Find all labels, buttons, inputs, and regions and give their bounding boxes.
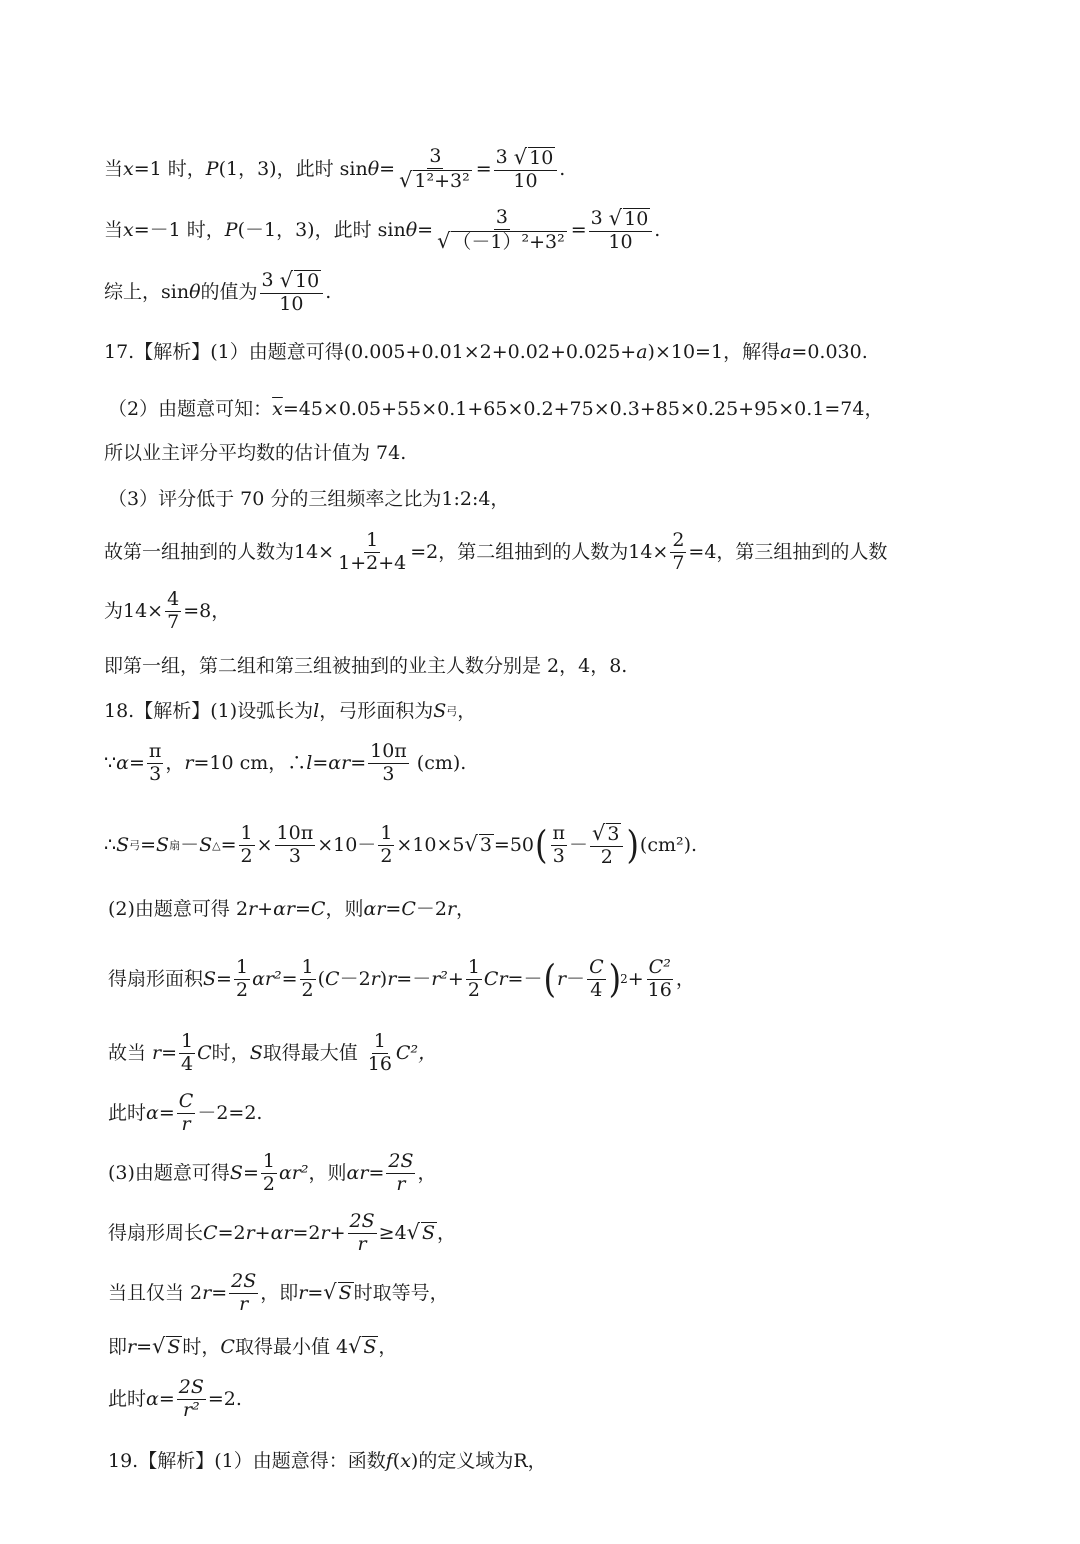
fraction-numerator: C — [178, 1090, 194, 1112]
fraction — [275, 824, 316, 867]
fraction-numerator: 3 — [429, 145, 442, 167]
text-span: . — [559, 158, 566, 181]
fraction-numerator: π — [148, 740, 162, 762]
fraction-numerator: 3 — [495, 206, 508, 228]
fraction-numerator: √ 3 — [590, 823, 623, 847]
text-span: =10 cm，∴ — [193, 752, 307, 775]
math-var: r — [320, 1222, 330, 1245]
fraction-denominator: r — [396, 1172, 406, 1195]
text-span: (cm). — [416, 752, 467, 775]
math-var: r — [298, 1282, 308, 1305]
text-span: 此时 — [108, 1102, 147, 1125]
text-span: + — [447, 968, 464, 991]
math-var: r — [387, 968, 397, 991]
text-span: ∴ — [104, 834, 117, 857]
math-var: l — [306, 752, 313, 775]
fraction-numerator: 2S — [178, 1376, 204, 1398]
text-span: ， — [457, 700, 477, 722]
text-span: （3）评分低于 70 分的三组频率之比为 — [108, 488, 442, 510]
fraction-denominator: 3 — [288, 844, 301, 867]
text-span: =2. — [207, 1388, 242, 1411]
text-span: + — [257, 898, 274, 920]
text-line — [108, 1212, 1080, 1255]
text-span: = — [368, 1162, 385, 1185]
text-line — [108, 1450, 1080, 1473]
fraction-denominator — [435, 230, 569, 253]
text-span: －2 — [415, 898, 447, 920]
text-line — [108, 1032, 1080, 1075]
math-var: S — [203, 968, 217, 991]
text-line — [104, 655, 1080, 678]
text-span: =2 — [292, 1222, 321, 1245]
math-var: S — [229, 1162, 243, 1185]
sqrt: √ （－1）²+3² — [437, 228, 565, 253]
text-span: （2）由题意可知： — [108, 398, 273, 420]
text-span: 故当 — [108, 1042, 147, 1065]
text-span: ， — [437, 1222, 457, 1245]
fraction-numerator: 1 — [262, 1150, 275, 1172]
text-line — [104, 742, 1080, 785]
text-span: = — [294, 898, 311, 920]
math-var: S — [433, 700, 447, 722]
fraction — [551, 824, 568, 867]
text-span: = — [570, 219, 587, 242]
math-var: θ — [367, 158, 380, 181]
fraction-denominator: 10 — [608, 230, 633, 253]
math-var: r² — [431, 968, 448, 991]
sqrt: √ S — [152, 1334, 181, 1359]
math-var: C — [401, 898, 416, 920]
math-var: αr — [363, 898, 386, 920]
text-span: =8， — [183, 600, 231, 623]
fraction — [466, 958, 482, 1001]
fraction — [386, 1152, 415, 1195]
text-span: － — [180, 834, 200, 857]
text-span: =0.030. — [791, 341, 868, 363]
text-line — [104, 531, 1080, 574]
math-var: r — [245, 1222, 255, 1245]
fraction-numerator: 1 — [235, 956, 249, 978]
fraction — [378, 824, 394, 867]
text-line — [108, 958, 1080, 1001]
fraction-numerator: 1 — [181, 1030, 194, 1052]
math-var: θ — [405, 219, 418, 242]
fraction-denominator: 16 — [647, 978, 672, 1001]
big-bracket: ) — [608, 956, 622, 1003]
text-line — [104, 700, 1080, 723]
math-var: C — [203, 1222, 218, 1245]
fraction — [494, 147, 558, 192]
math-var: S — [199, 834, 213, 857]
math-var: r — [248, 898, 258, 920]
fraction-denominator: 10 — [279, 292, 304, 315]
math-var: Cr — [483, 968, 508, 991]
text-span: × — [256, 834, 273, 857]
fraction — [177, 1092, 196, 1135]
fraction — [397, 147, 474, 192]
text-span: )的定义域为R， — [410, 1450, 547, 1472]
fraction — [229, 1272, 258, 1315]
text-line — [104, 442, 1080, 465]
fraction — [435, 208, 569, 253]
fraction-numerator: π — [552, 822, 566, 844]
text-span: (3)由题意可得 — [108, 1162, 230, 1185]
text-span: 为14× — [104, 600, 164, 623]
math-var: a — [636, 341, 648, 363]
text-span: = — [158, 1102, 175, 1125]
math-var: $\overline{x}$ — [272, 398, 283, 420]
math-var: x — [123, 158, 134, 181]
text-span: 时， — [182, 1336, 221, 1358]
text-span: =2，第二组抽到的人数为14× — [410, 541, 669, 564]
math-var: r — [152, 1042, 162, 1065]
text-line — [104, 208, 1080, 253]
math-var: αr — [346, 1162, 369, 1185]
text-span: =－ — [507, 968, 543, 991]
fraction — [261, 1152, 277, 1195]
text-span: 18.【解析】(1)设弧长为 — [104, 700, 314, 722]
fraction — [260, 270, 324, 315]
fraction-denominator: 2 — [240, 844, 253, 867]
text-span: = — [417, 219, 434, 242]
text-span: )×10=1，解得 — [647, 341, 781, 363]
fraction-denominator: r² — [182, 1398, 200, 1421]
fraction-denominator: 2 — [262, 1172, 275, 1195]
text-span: ， — [675, 968, 695, 991]
text-span: = — [475, 158, 492, 181]
fraction-numerator: 3 √ 10 — [260, 270, 324, 294]
fraction-numerator: 3 √ 10 — [494, 147, 558, 171]
fraction-denominator: 7 — [672, 551, 685, 574]
text-span: = — [281, 968, 298, 991]
sqrt: √ 1²+3² — [399, 167, 470, 192]
text-span: =4，第三组抽到的人数 — [688, 541, 888, 564]
text-span: 当且仅当 2 — [108, 1282, 203, 1305]
fraction-denominator — [397, 169, 474, 192]
sqrt-content: （－1）²+3² — [452, 230, 565, 253]
math-var: P — [205, 158, 219, 181]
big-bracket: ( — [535, 822, 548, 869]
fraction — [177, 1378, 206, 1421]
math-var: C — [310, 898, 326, 920]
subscript: △ — [212, 838, 221, 852]
fraction — [239, 824, 255, 867]
text-span: 此时 — [108, 1388, 147, 1411]
math-var: S — [249, 1042, 263, 1065]
fraction-numerator: 4 — [167, 588, 180, 610]
text-span: . — [654, 219, 661, 242]
fraction-numerator: 10π — [276, 822, 314, 844]
text-line — [104, 823, 1080, 868]
fraction-denominator: 2 — [380, 844, 393, 867]
text-span: 得扇形面积 — [108, 968, 204, 991]
text-span: ×10－ — [317, 834, 377, 857]
fraction-numerator: 1 — [380, 822, 393, 844]
text-span: 得扇形周长 — [108, 1222, 204, 1245]
fraction-denominator: 2 — [301, 978, 314, 1001]
text-span: －2=2. — [197, 1102, 263, 1125]
text-span: ， — [378, 1336, 398, 1358]
fraction-denominator: 2 — [235, 978, 249, 1001]
text-span: = — [136, 1336, 153, 1358]
text-span: (0.005+0.01×2+0.02+0.025+ — [343, 341, 637, 363]
big-bracket: ) — [626, 822, 639, 869]
text-span: = — [158, 1388, 175, 1411]
fraction-numerator: C² — [648, 956, 671, 978]
fraction-denominator: r — [181, 1112, 191, 1135]
math-var: αr² — [252, 968, 282, 991]
text-span: (－1，3)，此时 sin — [237, 219, 406, 242]
text-span: ∵ — [104, 752, 117, 775]
math-var: P — [224, 219, 238, 242]
fraction — [590, 823, 623, 868]
text-span: =1 时， — [133, 158, 206, 181]
fraction — [587, 958, 606, 1001]
fraction-denominator: 2 — [467, 978, 480, 1001]
fraction-denominator: 3 — [149, 762, 162, 785]
text-span: － — [566, 968, 586, 991]
text-line — [104, 270, 1080, 315]
text-span: + — [627, 968, 644, 991]
sqrt: √ 10 — [279, 268, 320, 292]
text-span: =2 — [217, 1222, 246, 1245]
text-span: －2 — [339, 968, 371, 991]
fraction-denominator: 1+2+4 — [338, 551, 407, 574]
text-span: 19.【解析】(1）由题意得：函数 — [108, 1450, 386, 1472]
text-span: =－ — [396, 968, 432, 991]
text-span: 的值为 — [200, 281, 258, 304]
math-var: αr² — [278, 1162, 309, 1185]
text-span: ( — [317, 968, 326, 991]
math-var: αr — [273, 898, 295, 920]
text-span: = — [216, 968, 232, 991]
math-var: x — [123, 219, 134, 242]
math-var: r — [446, 898, 457, 920]
math-var: C — [220, 1336, 235, 1358]
text-span: . — [325, 281, 332, 304]
text-span: = — [312, 752, 329, 775]
big-bracket: ( — [543, 956, 556, 1003]
fraction-numerator: 2S — [349, 1210, 375, 1232]
superscript: 2 — [620, 972, 628, 987]
subscript: 弓 — [129, 838, 141, 852]
text-line — [108, 1378, 1080, 1421]
fraction-denominator: 2 — [600, 845, 613, 868]
text-span: = — [307, 1282, 324, 1305]
math-var: αr — [270, 1222, 293, 1245]
text-span: =45×0.05+55×0.1+65×0.2+75×0.3+85×0.25+95×0.1=74， — [282, 398, 884, 420]
fraction-denominator: 10 — [513, 169, 538, 192]
text-span: =50 — [493, 834, 535, 857]
math-var: θ — [189, 281, 201, 304]
subscript: 扇 — [169, 838, 181, 852]
fraction — [589, 208, 653, 253]
fraction-numerator: C — [589, 956, 604, 978]
fraction-denominator: 7 — [167, 610, 180, 633]
text-span: 即 — [108, 1336, 128, 1358]
fraction-numerator: 2S — [388, 1150, 414, 1172]
text-span: ) — [379, 968, 388, 991]
fraction-numerator: 1 — [373, 1030, 386, 1052]
text-span: = — [242, 1162, 259, 1185]
text-span: (cm²). — [639, 834, 698, 857]
text-span: = — [379, 158, 396, 181]
fraction — [165, 590, 181, 633]
fraction-denominator: 4 — [181, 1052, 194, 1075]
fraction — [348, 1212, 377, 1255]
sqrt: √ 3 — [464, 832, 492, 857]
fraction — [670, 531, 686, 574]
fraction — [300, 958, 316, 1001]
text-span: 即第一组，第二组和第三组被抽到的业主人数分别是 2，4，8. — [104, 655, 628, 677]
text-span: 当 — [104, 219, 124, 242]
sqrt-content: 1²+3² — [414, 169, 470, 192]
text-span: = — [220, 834, 237, 857]
text-line — [108, 1272, 1080, 1315]
text-span: ，则 — [325, 898, 364, 920]
fraction-numerator: 2S — [231, 1270, 257, 1292]
text-span: 1:2:4， — [441, 488, 510, 510]
math-var: S — [156, 834, 170, 857]
text-span: 综上，sin — [104, 281, 190, 304]
text-span: ，则 — [308, 1162, 347, 1185]
fraction-numerator: 10π — [370, 740, 407, 762]
text-span: 故第一组抽到的人数为14× — [104, 541, 335, 564]
text-line — [108, 898, 1080, 921]
text-line — [104, 147, 1080, 192]
sqrt: √ S — [406, 1220, 436, 1245]
text-span: ， — [165, 752, 185, 775]
text-span: ×10×5 — [396, 834, 465, 857]
text-span: 当 — [104, 158, 124, 181]
text-span: = — [128, 752, 145, 775]
text-span: + — [329, 1222, 346, 1245]
subscript: 弓 — [446, 704, 458, 718]
math-var: r — [370, 968, 380, 991]
text-span: ≥4 — [378, 1222, 407, 1245]
math-var: r — [184, 752, 194, 775]
fraction-numerator: 1 — [240, 822, 253, 844]
text-span: + — [254, 1222, 271, 1245]
fraction — [179, 1032, 195, 1075]
text-span: ( — [392, 1450, 401, 1472]
math-var: f — [385, 1450, 393, 1472]
fraction-denominator: 3 — [552, 844, 565, 867]
math-var: r — [127, 1336, 137, 1358]
text-span: = — [140, 834, 157, 857]
math-var: α — [146, 1102, 159, 1125]
math-var: r — [556, 968, 567, 991]
text-span: ， — [456, 898, 476, 920]
math-var: l — [313, 700, 320, 722]
text-span: 取得最小值 4 — [234, 1336, 349, 1358]
text-span: 17.【解析】(1）由题意可得 — [104, 341, 344, 363]
text-span: = — [350, 752, 367, 775]
text-span: － — [569, 834, 589, 857]
text-span: =－1 时， — [133, 219, 225, 242]
math-var: αr — [328, 752, 351, 775]
fraction — [234, 958, 250, 1001]
text-span: 所以业主评分平均数的估计值为 74. — [104, 442, 407, 464]
text-line — [108, 1336, 1080, 1359]
text-span: 时， — [211, 1042, 250, 1065]
math-var: S — [116, 834, 130, 857]
fraction-numerator: 1 — [366, 529, 379, 551]
text-line — [108, 488, 1080, 511]
sqrt: √ S — [348, 1334, 377, 1359]
fraction — [336, 531, 408, 574]
fraction — [368, 742, 409, 785]
text-span: = — [385, 898, 402, 920]
text-span: = — [211, 1282, 228, 1305]
text-span: (2)由题意可得 2 — [108, 898, 249, 920]
fraction — [366, 1032, 394, 1075]
math-var: C — [197, 1042, 212, 1065]
text-line — [108, 398, 1080, 421]
fraction-numerator: 2 — [672, 529, 685, 551]
fraction-denominator: 16 — [367, 1052, 392, 1075]
text-span: ， — [417, 1162, 437, 1185]
fraction-numerator: 1 — [467, 956, 480, 978]
text-span: = — [161, 1042, 178, 1065]
text-span: ，弓形面积为 — [319, 700, 434, 722]
text-line — [104, 341, 1080, 364]
sqrt: √ 10 — [608, 206, 649, 230]
fraction-numerator: 3 √ 10 — [589, 208, 653, 232]
text-line — [108, 1092, 1080, 1135]
math-var: x — [400, 1450, 411, 1472]
fraction-numerator: 1 — [301, 956, 314, 978]
math-var: r — [202, 1282, 212, 1305]
text-line — [104, 590, 1080, 633]
math-var: α — [146, 1388, 159, 1411]
fraction — [646, 958, 674, 1001]
math-var: C — [325, 968, 340, 991]
math-var: C²， — [395, 1042, 438, 1065]
text-span: ，即 — [260, 1282, 299, 1305]
math-var: a — [780, 341, 792, 363]
text-line — [108, 1152, 1080, 1195]
sqrt: √ S — [323, 1280, 352, 1305]
text-span: (1，3)，此时 sin — [218, 158, 368, 181]
fraction-denominator: r — [239, 1292, 249, 1315]
text-span: 取得最大值 — [262, 1042, 358, 1065]
sqrt: √ 10 — [513, 145, 554, 169]
fraction-denominator: 4 — [590, 978, 603, 1001]
fraction — [147, 742, 164, 785]
fraction-denominator: 3 — [382, 762, 395, 785]
fraction-denominator: r — [357, 1232, 367, 1255]
math-var: α — [116, 752, 129, 775]
text-span: 时取等号， — [353, 1282, 449, 1305]
